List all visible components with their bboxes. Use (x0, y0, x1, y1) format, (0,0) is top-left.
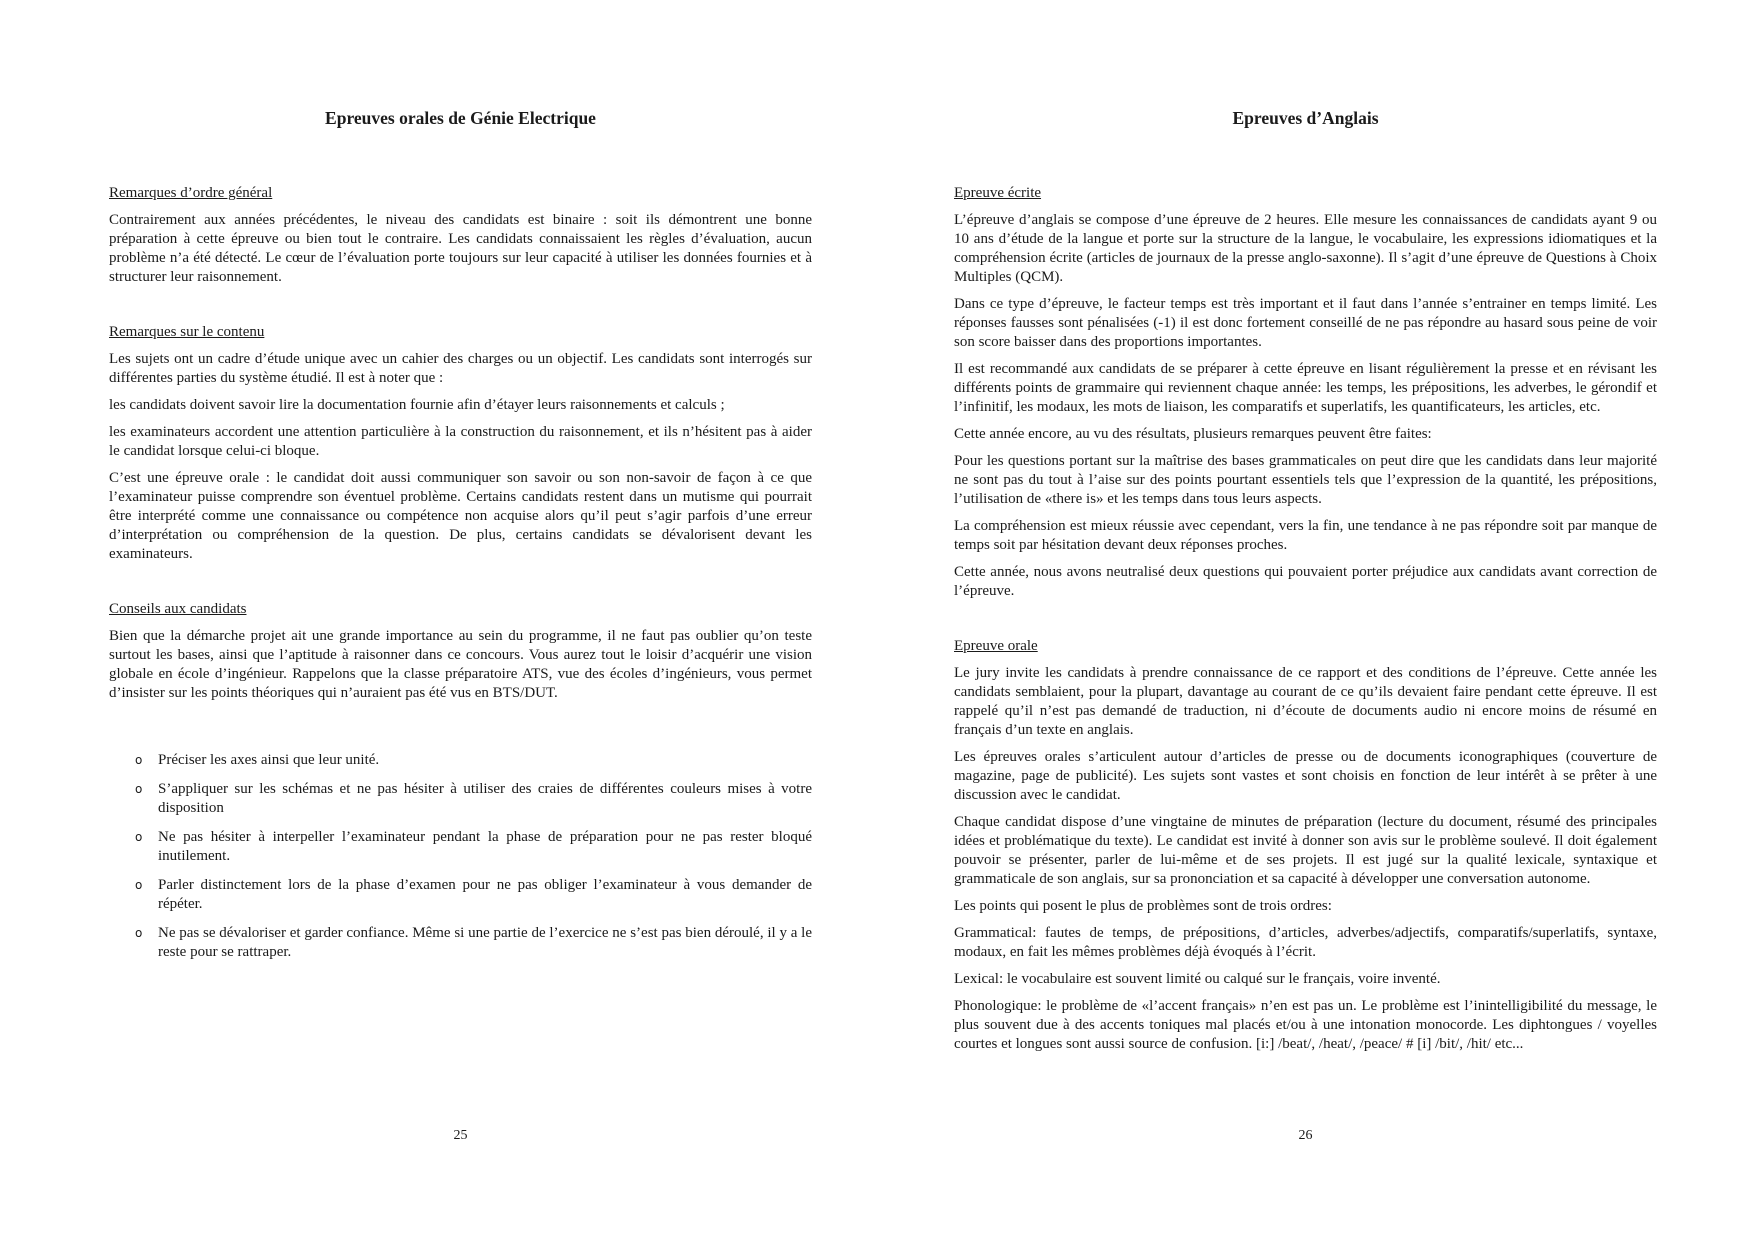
page-number: 26 (1298, 1128, 1313, 1143)
list-item-text: Ne pas se dévaloriser et garder confiance. Même si une partie de l’exercice ne s’est pas bien déroulé, il y a le reste pour se rattraper. (158, 925, 812, 960)
left-page-content (109, 184, 812, 972)
paragraph: Phonologique: le problème de «l’accent français» n’en est pas un. Le problème est l’inintelligibilité du message, le plus souvent due à des accents toniques mal placés et/ou à une intonation monocorde. Les diphtongues / voyelles courtes et longues sont aussi source de confusion. [i:] /beat/, /heat/, /peace/ # [i] /bit/, /hit/ etc... (954, 998, 1657, 1052)
section-heading-orale: Epreuve orale (954, 638, 1038, 654)
paragraph: Pour les questions portant sur la maîtrise des bases grammaticales on peut dire que les candidats dans leur majorité ne sont pas du tout à l’aise sur des points pourtant essentiels tels que l’expression de la quantité, les prépositions, l’utilisation de «there is» et les temps dans tous leurs aspects. (954, 453, 1657, 507)
advice-list (109, 751, 812, 962)
right-page-title: Epreuves d’Anglais (1232, 108, 1379, 128)
paragraph: les candidats doivent savoir lire la documentation fournie afin d’étayer leurs raisonnements et calculs ; (109, 397, 725, 413)
page-number: 25 (453, 1128, 468, 1143)
list-item (109, 876, 812, 914)
circle-bullet-icon: o (135, 926, 143, 940)
paragraph: Cette année, nous avons neutralisé deux questions qui pouvaient porter préjudice aux candidats avant correction de l’épreuve. (954, 564, 1657, 599)
paragraph: Cette année encore, au vu des résultats, plusieurs remarques peuvent être faites: (954, 426, 1432, 442)
paragraph: La compréhension est mieux réussie avec cependant, vers la fin, une tendance à ne pas répondre soit par manque de temps soit par hésitation devant deux réponses proches. (954, 518, 1657, 553)
paragraph: Il est recommandé aux candidats de se préparer à cette épreuve en lisant régulièrement la presse et en révisant les différents points de grammaire qui reviennent chaque année: les temps, les prépositions, les adverbes, le gérondif et l’infinitif, les modaux, les mots de liaison, les comparatifs et superlatifs, les quantificateurs, les articles, etc. (954, 361, 1657, 415)
paragraph: Les points qui posent le plus de problèmes sont de trois ordres: (954, 898, 1332, 914)
list-item-text: Ne pas hésiter à interpeller l’examinateur pendant la phase de préparation pour ne pas rester bloqué inutilement. (158, 829, 812, 864)
paragraph: C’est une épreuve orale : le candidat doit aussi communiquer son savoir ou son non-savoir de façon à ce que l’examinateur puisse comprendre son éventuel problème. Certains candidats restent dans un mutisme qui pourrait être interprété comme une connaissance ou compétence non acquise alors qu’il peut s’agir parfois d’une erreur d’interprétation ou compréhension de la question. De plus, certains candidats se dévalorisent devant les examinateurs. (109, 470, 812, 562)
paragraph: Contrairement aux années précédentes, le niveau des candidats est binaire : soit ils démontrent une bonne préparation à cette épreuve ou bien tout le contraire. Les candidats connaissaient les règles d’évaluation, aucun problème n’a été détecté. Le cœur de l’évaluation porte toujours sur leur capacité à utiliser les données fournies et à structurer leur raisonnement. (109, 212, 812, 285)
paragraph: Bien que la démarche projet ait une grande importance au sein du programme, il ne faut pas oublier qu’on teste surtout les bases, ainsi que l’aptitude à raisonner dans ce concours. Vous aurez tout le loisir d’acquérir une vision globale en école d’ingénieur. Rappelons que la classe préparatoire ATS, vue des écoles d’ingénieurs, vous permet d’insister sur les points théoriques qui n’auraient pas été vus en BTS/DUT. (109, 628, 812, 701)
list-item (109, 780, 812, 818)
list-item-text: Préciser les axes ainsi que leur unité. (158, 752, 380, 768)
section-heading-general: Remarques d’ordre général (109, 185, 273, 201)
circle-bullet-icon: o (135, 830, 143, 844)
section-spacer (109, 295, 812, 323)
paragraph: Le jury invite les candidats à prendre connaissance de ce rapport et des conditions de l’épreuve. Cette année les candidats semblaient, pour la plupart, davantage au courant de ce qu’ils devaient faire pendant cette épreuve. Il est rappelé qu’il n’est pas demandé de traduction, ni d’écoute de documents audio ni encore moins de résumé en français d’un texte en anglais. (954, 665, 1657, 738)
section-spacer (109, 711, 812, 751)
section-heading-conseils: Conseils aux candidats (109, 601, 247, 617)
list-item (109, 828, 812, 866)
paragraph: Lexical: le vocabulaire est souvent limité ou calqué sur le français, voire inventé. (954, 971, 1441, 987)
paragraph: Chaque candidat dispose d’une vingtaine de minutes de préparation (lecture du document, résumé des principales idées et problématique du texte). Le candidat est invité à donner son avis sur le problème soulevé. Il doit également pouvoir se présenter, parler de lui-même et de ses projets. Il est jugé sur la qualité lexicale, syntaxique et grammaticale de son anglais, sur sa prononciation et sa capacité à développer une conversation autonome. (954, 814, 1657, 887)
circle-bullet-icon: o (135, 878, 143, 892)
paragraph: Les épreuves orales s’articulent autour d’articles de presse ou de documents iconographiques (couverture de magazine, page de publicité). Les sujets sont vastes et sont choisis en fonction de leur intérêt à se prêter à une discussion avec le candidat. (954, 749, 1657, 803)
paragraph: Les sujets ont un cadre d’étude unique avec un cahier des charges ou un objectif. Les candidats sont interrogés sur différentes parties du système étudié. Il est à noter que : (109, 351, 812, 386)
list-item (109, 924, 812, 962)
section-heading-contenu: Remarques sur le contenu (109, 324, 265, 340)
list-item-text: Parler distinctement lors de la phase d’examen pour ne pas obliger l’examinateur à vous demander de répéter. (158, 877, 812, 912)
section-spacer (109, 572, 812, 600)
left-page (109, 0, 812, 1240)
list-item-text: S’appliquer sur les schémas et ne pas hésiter à utiliser des craies de différentes couleurs mises à votre disposition (158, 781, 812, 816)
section-heading-ecrite: Epreuve écrite (954, 185, 1042, 201)
right-page-content (954, 184, 1657, 1062)
paragraph: Grammatical: fautes de temps, de prépositions, d’articles, adverbes/adjectifs, comparatifs/superlatifs, syntaxe, modaux, en fait les mêmes problèmes déjà évoqués à l’écrit. (954, 925, 1657, 960)
paragraph: Dans ce type d’épreuve, le facteur temps est très important et il faut dans l’année s’entrainer en temps limité. Les réponses fausses sont pénalisées (-1) il est donc fortement conseillé de ne pas répondre au hasard sous peine de voir son score baisser dans des proportions importantes. (954, 296, 1657, 350)
section-spacer (954, 609, 1657, 637)
list-item (109, 751, 812, 770)
paragraph: les examinateurs accordent une attention particulière à la construction du raisonnement, et ils n’hésitent pas à aider le candidat lorsque celui-ci bloque. (109, 424, 812, 459)
circle-bullet-icon: o (135, 753, 143, 767)
right-page (954, 0, 1657, 1240)
left-page-title: Epreuves orales de Génie Electrique (325, 108, 596, 128)
paragraph: L’épreuve d’anglais se compose d’une épreuve de 2 heures. Elle mesure les connaissances de candidats ayant 9 ou 10 ans d’étude de la langue et porte sur la structure de la langue, le vocabulaire, les expressions idiomatiques et la compréhension écrite (articles de journaux de la presse anglo-saxonne). Il s’agit d’une épreuve de Questions à Choix Multiples (QCM). (954, 212, 1657, 285)
circle-bullet-icon: o (135, 782, 143, 796)
